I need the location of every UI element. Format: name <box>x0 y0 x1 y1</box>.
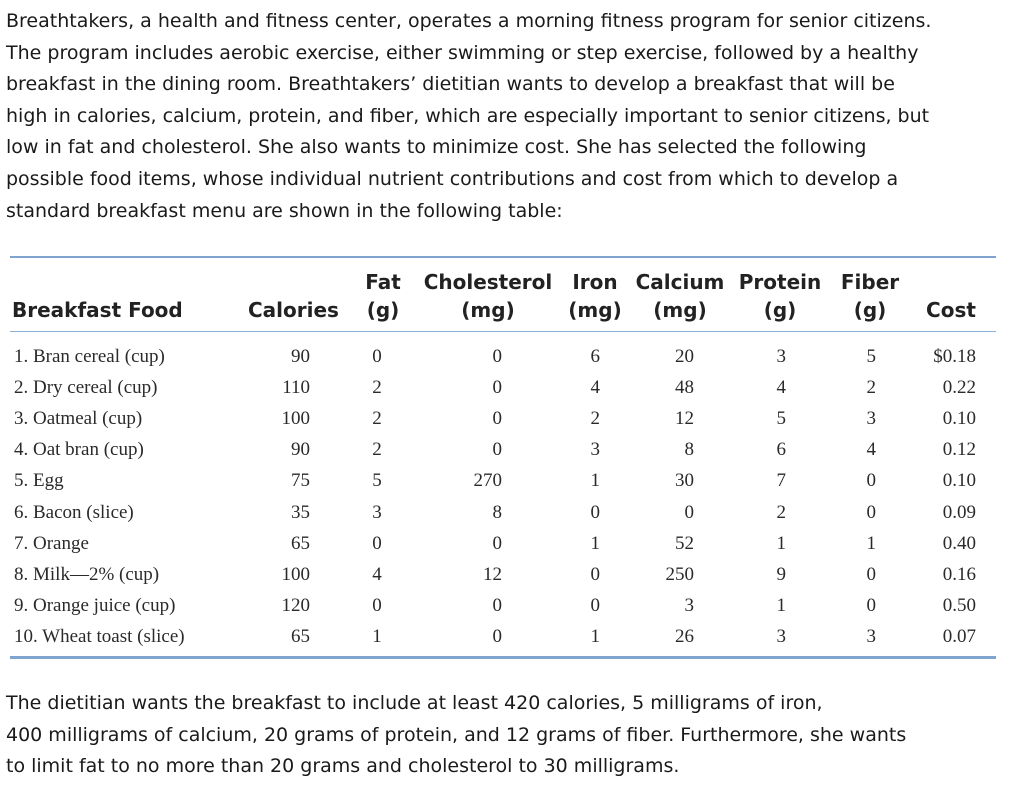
cholesterol-value: 0 <box>492 439 502 460</box>
header-iron-unit: (mg) <box>568 298 622 322</box>
iron-value: 3 <box>590 439 600 460</box>
fat-value: 0 <box>372 595 382 616</box>
calcium-value: 26 <box>675 626 694 647</box>
calcium-value: 30 <box>675 470 694 491</box>
iron-value: 0 <box>590 564 600 585</box>
food-name: 5. Egg <box>14 470 64 491</box>
food-name: 7. Orange <box>14 533 89 554</box>
fiber-value: 5 <box>866 346 876 367</box>
iron-value: 0 <box>590 502 600 523</box>
fiber-value: 0 <box>866 564 876 585</box>
calories-value: 65 <box>291 533 310 554</box>
calcium-value: 3 <box>684 595 694 616</box>
calories-value: 90 <box>291 439 310 460</box>
food-name: 9. Orange juice (cup) <box>14 595 176 616</box>
fat-value: 4 <box>372 564 382 585</box>
calcium-value: 20 <box>675 346 694 367</box>
header-cholesterol-unit: (mg) <box>461 298 515 322</box>
cost-value: 0.10 <box>942 470 976 491</box>
calories-value: 65 <box>291 626 310 647</box>
fat-value: 2 <box>372 408 382 429</box>
header-fat: Fat <box>365 270 401 294</box>
header-calcium: Calcium <box>635 270 725 294</box>
cost-value: 0.10 <box>942 408 976 429</box>
header-cost: Cost <box>926 298 976 322</box>
intro-line: low in fat and cholesterol. She also wants to minimize cost. She has selected the following <box>6 136 867 159</box>
iron-value: 2 <box>590 408 600 429</box>
table-bottom-rule <box>10 656 996 659</box>
constraint-line: to limit fat to no more than 20 grams and cholesterol to 30 milligrams. <box>6 755 680 778</box>
fiber-value: 0 <box>866 502 876 523</box>
cholesterol-value: 8 <box>492 502 502 523</box>
food-name: 10. Wheat toast (slice) <box>14 626 185 647</box>
fiber-value: 1 <box>866 533 876 554</box>
protein-value: 2 <box>776 502 786 523</box>
cholesterol-value: 12 <box>483 564 502 585</box>
fat-value: 0 <box>372 346 382 367</box>
fat-value: 0 <box>372 533 382 554</box>
calories-value: 35 <box>291 502 310 523</box>
cost-value: 0.09 <box>942 502 976 523</box>
cholesterol-value: 0 <box>492 626 502 647</box>
calories-value: 90 <box>291 346 310 367</box>
protein-value: 9 <box>776 564 786 585</box>
header-fiber-unit: (g) <box>853 298 887 322</box>
protein-value: 1 <box>776 533 786 554</box>
food-name: 8. Milk—2% (cup) <box>14 564 160 585</box>
fat-value: 3 <box>372 502 382 523</box>
food-name: 4. Oat bran (cup) <box>14 439 144 460</box>
fiber-value: 3 <box>866 626 876 647</box>
fat-value: 2 <box>372 377 382 398</box>
table-header-rule <box>10 331 996 332</box>
protein-value: 6 <box>776 439 786 460</box>
fat-value: 5 <box>372 470 382 491</box>
iron-value: 1 <box>590 626 600 647</box>
intro-line: breakfast in the dining room. Breathtakers’ dietitian wants to develop a breakfast that will be <box>6 73 895 96</box>
cost-value: 0.40 <box>942 533 976 554</box>
protein-value: 5 <box>776 408 786 429</box>
header-protein-unit: (g) <box>763 298 797 322</box>
fiber-value: 2 <box>866 377 876 398</box>
calcium-value: 0 <box>684 502 694 523</box>
fiber-value: 0 <box>866 595 876 616</box>
food-name: 1. Bran cereal (cup) <box>14 346 165 367</box>
iron-value: 1 <box>590 533 600 554</box>
calcium-value: 12 <box>675 408 694 429</box>
constraint-line: 400 milligrams of calcium, 20 grams of protein, and 12 grams of fiber. Furthermore, she wants <box>6 723 907 746</box>
protein-value: 1 <box>776 595 786 616</box>
intro-line: standard breakfast menu are shown in the following table: <box>6 199 563 222</box>
cholesterol-value: 0 <box>492 346 502 367</box>
fiber-value: 3 <box>866 408 876 429</box>
calcium-value: 8 <box>684 439 694 460</box>
header-breakfast-food: Breakfast Food <box>12 298 183 322</box>
cholesterol-value: 0 <box>492 408 502 429</box>
iron-value: 1 <box>590 470 600 491</box>
cholesterol-value: 0 <box>492 533 502 554</box>
constraint-line: The dietitian wants the breakfast to include at least 420 calories, 5 milligrams of iron, <box>6 692 823 714</box>
intro-line: high in calories, calcium, protein, and fiber, which are especially important to senior citizens, but <box>6 104 930 127</box>
protein-value: 3 <box>776 346 786 367</box>
fat-value: 2 <box>372 439 382 460</box>
calories-value: 120 <box>281 595 310 616</box>
header-protein: Protein <box>738 270 822 294</box>
problem-intro <box>6 6 1016 227</box>
cost-value: $0.18 <box>933 346 976 367</box>
food-name: 6. Bacon (slice) <box>14 502 134 523</box>
intro-line: The program includes aerobic exercise, either swimming or step exercise, followed by a healthy <box>6 41 919 64</box>
calcium-value: 48 <box>675 377 694 398</box>
header-iron: Iron <box>572 270 618 294</box>
protein-value: 3 <box>776 626 786 647</box>
cost-value: 0.16 <box>942 564 976 585</box>
header-calories: Calories <box>248 298 339 322</box>
fiber-value: 0 <box>866 470 876 491</box>
cholesterol-value: 270 <box>473 470 502 491</box>
cost-value: 0.07 <box>942 626 976 647</box>
cholesterol-value: 0 <box>492 595 502 616</box>
cost-value: 0.50 <box>942 595 976 616</box>
header-cholesterol: Cholesterol <box>423 270 553 294</box>
food-name: 3. Oatmeal (cup) <box>14 408 143 429</box>
header-fiber: Fiber <box>840 270 900 294</box>
intro-line: possible food items, whose individual nutrient contributions and cost from which to develop a <box>6 167 899 190</box>
iron-value: 4 <box>590 377 600 398</box>
table-top-rule <box>10 256 996 258</box>
problem-constraints <box>6 688 1016 783</box>
calcium-value: 250 <box>665 564 694 585</box>
intro-line: Breathtakers, a health and fitness center, operates a morning fitness program for senior citizens. <box>6 10 932 32</box>
calories-value: 110 <box>282 377 310 398</box>
iron-value: 6 <box>590 346 600 367</box>
calories-value: 75 <box>291 470 310 491</box>
cost-value: 0.22 <box>942 377 976 398</box>
fat-value: 1 <box>372 626 382 647</box>
calcium-value: 52 <box>675 533 694 554</box>
header-fat-unit: (g) <box>366 298 400 322</box>
protein-value: 4 <box>776 377 786 398</box>
calories-value: 100 <box>281 408 310 429</box>
food-name: 2. Dry cereal (cup) <box>14 377 158 398</box>
protein-value: 7 <box>776 470 786 491</box>
calories-value: 100 <box>281 564 310 585</box>
iron-value: 0 <box>590 595 600 616</box>
cost-value: 0.12 <box>942 439 976 460</box>
cholesterol-value: 0 <box>492 377 502 398</box>
fiber-value: 4 <box>866 439 876 460</box>
header-calcium-unit: (mg) <box>653 298 707 322</box>
